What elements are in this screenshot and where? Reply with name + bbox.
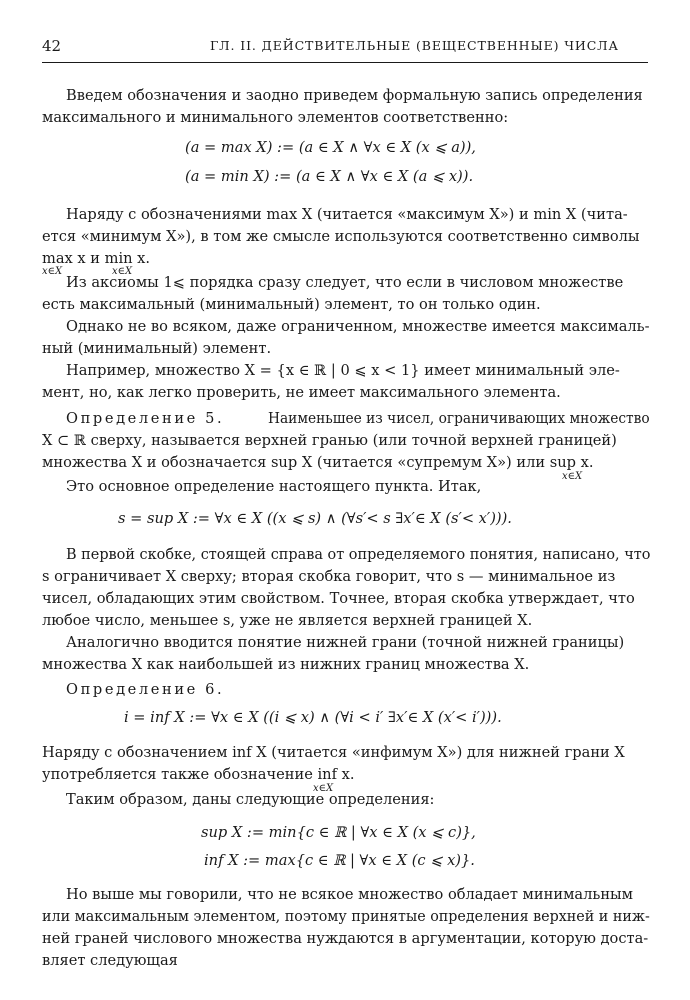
text-line: max x и min x. bbox=[42, 250, 151, 267]
formula-sup-def: sup X := min{c ∈ ℝ | ∀x ∈ X (x ⩽ c)}, bbox=[201, 824, 476, 841]
text-line: X ⊂ ℝ сверху, называется верхней гранью (или точной верхней границей) bbox=[42, 432, 617, 449]
page-header bbox=[42, 37, 648, 59]
formula-inf: i = inf X := ∀x ∈ X ((i ⩽ x) ∧ (∀i < i′ ∃x′∈ X (x′< i′))). bbox=[124, 709, 502, 726]
subscript: x∈X bbox=[313, 783, 334, 794]
text-line: или максимальным элементом, поэтому принятые определения верхней и ниж- bbox=[42, 908, 650, 925]
text-line: ный (минимальный) элемент. bbox=[42, 340, 272, 357]
text-line: Но выше мы говорили, что не всякое множество обладает минимальным bbox=[66, 886, 634, 903]
text-line: употребляется также обозначение inf x. bbox=[42, 766, 355, 783]
text-line: мент, но, как легко проверить, не имеет максимального элемента. bbox=[42, 384, 561, 401]
formula-sup: s = sup X := ∀x ∈ X ((x ⩽ s) ∧ (∀s′< s ∃x′∈ X (s′< x′))). bbox=[118, 510, 512, 527]
text-line: ней граней числового множества нуждаются в аргументации, которую доста- bbox=[42, 930, 649, 947]
text-line: Таким образом, даны следующие определения: bbox=[66, 791, 435, 808]
formula-inf-def: inf X := max{c ∈ ℝ | ∀x ∈ X (c ⩽ x)}. bbox=[204, 852, 475, 869]
text-line: Например, множество X = {x ∈ ℝ | 0 ⩽ x < 1} имеет минимальный эле- bbox=[66, 362, 620, 379]
text-line: множества X и обозначается sup X (читается «супремум X») или sup x. bbox=[42, 454, 594, 471]
running-title: ГЛ. II. ДЕЙСТВИТЕЛЬНЫЕ (ВЕЩЕСТВЕННЫЕ) ЧИСЛА bbox=[210, 38, 619, 53]
text-line: вляет следующая bbox=[42, 952, 178, 969]
page-number: 42 bbox=[42, 37, 62, 55]
text-line: Из аксиомы 1⩽ порядка сразу следует, что если в числовом множестве bbox=[66, 274, 624, 291]
text-line: Однако не во всяком, даже ограниченном, множестве имеется максималь- bbox=[66, 318, 650, 335]
text-line: Аналогично вводится понятие нижней грани (точной нижней границы) bbox=[66, 634, 625, 651]
text-line: Введем обозначения и заодно приведем формальную запись определения bbox=[66, 87, 643, 104]
text-line: любое число, меньшее s, уже не является верхней границей X. bbox=[42, 612, 533, 629]
definition-5-label: Определение 5. bbox=[66, 410, 225, 427]
formula-min: (a = min X) := (a ∈ X ∧ ∀x ∈ X (a ⩽ x)). bbox=[185, 168, 474, 185]
text-line: Наряду с обозначениями max X (читается «максимум X») и min X (чита- bbox=[66, 206, 628, 223]
header-rule bbox=[42, 62, 648, 63]
text-line: есть максимальный (минимальный) элемент, то он только один. bbox=[42, 296, 541, 313]
text-line: s ограничивает X сверху; вторая скобка говорит, что s — минимальное из bbox=[42, 568, 616, 585]
text-line: Наряду с обозначением inf X (читается «инфимум X») для нижней грани X bbox=[42, 744, 625, 761]
subscript: x∈X bbox=[42, 266, 63, 277]
text-line: Наименьшее из чисел, ограничивающих множество bbox=[268, 410, 650, 427]
text-line: В первой скобке, стоящей справа от определяемого понятия, написано, что bbox=[66, 546, 651, 563]
text-line: Это основное определение настоящего пункта. Итак, bbox=[66, 478, 482, 495]
subscript: x∈X bbox=[562, 471, 583, 482]
text-line: множества X как наибольшей из нижних границ множества X. bbox=[42, 656, 530, 673]
subscript: x∈X bbox=[112, 266, 133, 277]
formula-max: (a = max X) := (a ∈ X ∧ ∀x ∈ X (x ⩽ a)), bbox=[185, 139, 476, 156]
text-line: чисел, обладающих этим свойством. Точнее, вторая скобка утверждает, что bbox=[42, 590, 635, 607]
text-line: ется «минимум X»), в том же смысле используются соответственно символы bbox=[42, 228, 640, 245]
definition-6-label: Определение 6. bbox=[66, 681, 225, 698]
text-line: максимального и минимального элементов соответственно: bbox=[42, 109, 509, 126]
